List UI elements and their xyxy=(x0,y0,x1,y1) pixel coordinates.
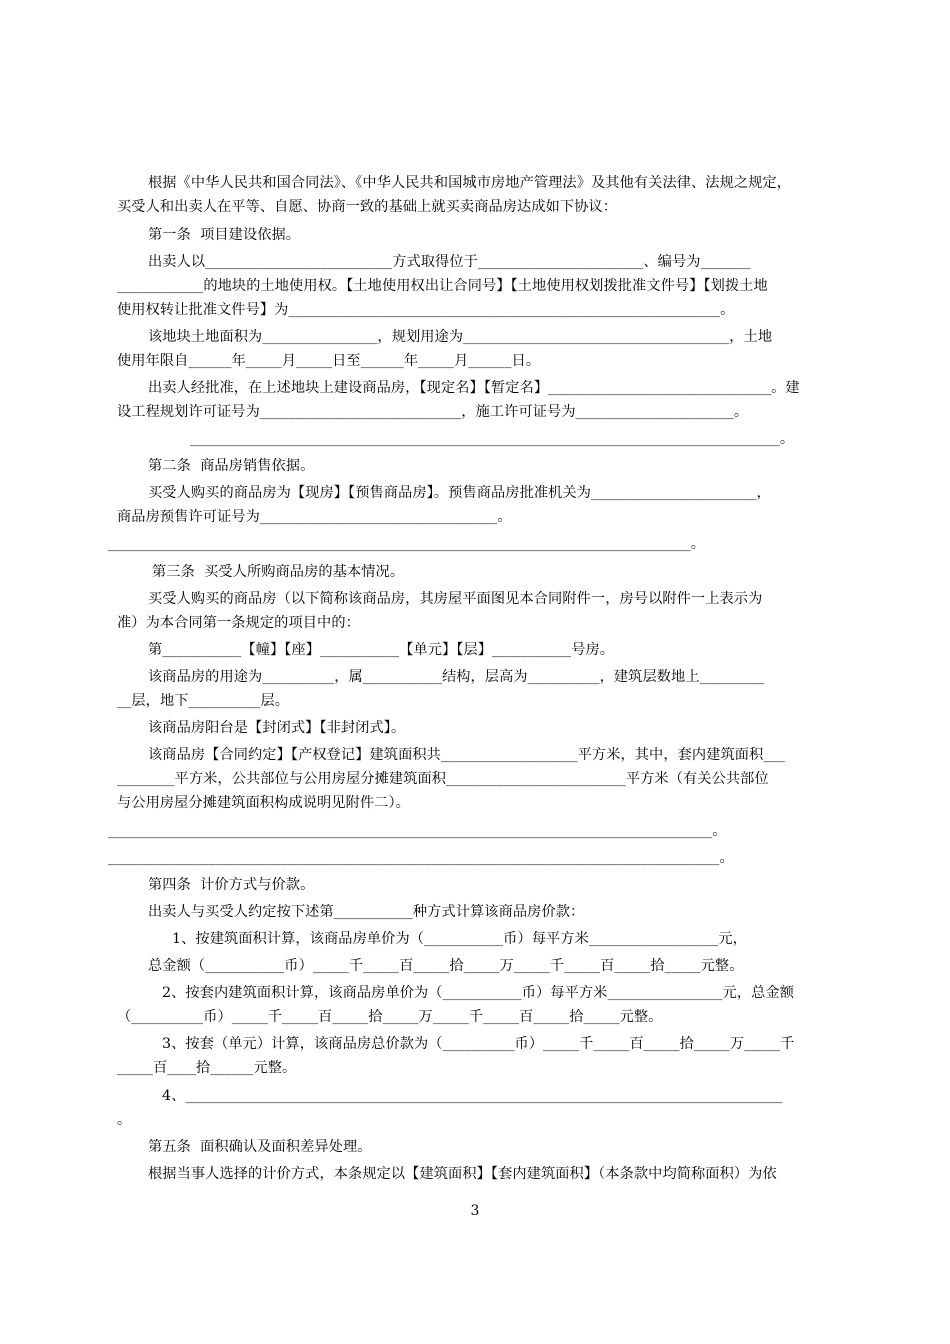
text-line: 3、按套（单元）计算，该商品房总价款为（__________币）_____千_____百_____拾_____万_____千 xyxy=(162,1036,795,1052)
text-line: （__________币）_____千_____百_____拾_____万_____千_____百_____拾_____元整。 xyxy=(117,1009,663,1025)
text-line: 2、按套内建筑面积计算，该商品房单价为（___________币）每平方米________________元，总金额 xyxy=(162,985,794,1001)
blank-line: __________________________________________________________________________________。 xyxy=(190,431,795,447)
text-line: ____________的地块的土地使用权。【土地使用权出让合同号】【土地使用权划拨批准文件号】【划拨土地 xyxy=(117,278,768,294)
article-4-heading: 第四条 计价方式与价款。 xyxy=(148,877,315,893)
text-line: 买受人和出卖人在平等、自愿、协商一致的基础上就买卖商品房达成如下协议： xyxy=(117,199,618,215)
text-line: 第___________【幢】【座】___________【单元】【层】___________号房。 xyxy=(148,642,615,658)
article-5-heading: 第五条 面积确认及面积差异处理。 xyxy=(148,1139,372,1155)
blank-line: _________________________________________________________________________________。 xyxy=(108,536,705,552)
text-line: 准）为本合同第一条规定的项目中的： xyxy=(117,615,360,631)
text-line: 出卖人与买受人约定按下述第___________种方式计算该商品房价款： xyxy=(148,904,585,920)
text-line: 该商品房【合同约定】【产权登记】建筑面积共___________________平方米，其中，套内建筑面积___ xyxy=(148,747,785,763)
text-line: 与公用房屋分摊建筑面积构成说明见附件二）。 xyxy=(117,795,410,811)
text-line: __层，地下__________层。 xyxy=(117,693,290,709)
text-line: 根据《中华人民共和国合同法》、《中华人民共和国城市房地产管理法》及其他有关法律、法规之规定， xyxy=(148,175,792,191)
article-1-heading: 第一条 项目建设依据。 xyxy=(148,227,301,243)
text-line: _____百____拾______元整。 xyxy=(117,1060,297,1076)
text-line: 出卖人以__________________________方式取得位于_______________________、编号为_______ xyxy=(148,254,751,270)
text-line: 使用权转让批准文件号】为____________________________________________________________。 xyxy=(117,302,735,318)
text-line: 。 xyxy=(117,1112,132,1128)
text-line: 出卖人经批准，在上述地块上建设商品房，【现定名】【暂定名】_______________________________。建 xyxy=(148,380,800,396)
page-number: 3 xyxy=(470,1203,480,1219)
text-line: 该商品房阳台是【封闭式】【非封闭式】。 xyxy=(148,720,406,736)
text-line: 总金额（___________币）_____千_____百_____拾_____万_____千_____百_____拾_____元整。 xyxy=(148,958,744,974)
text-line: 根据当事人选择的计价方式，本条规定以【建筑面积】【套内建筑面积】（本条款中均简称面积）为依 xyxy=(148,1166,777,1182)
text-line: ________平方米，公共部位与公用房屋分摊建筑面积_________________________平方米（有关公共部位 xyxy=(117,771,769,787)
text-line: 4、___________________________________________________________________________________ xyxy=(162,1088,783,1104)
blank-line: _____________________________________________________________________________________。 xyxy=(108,850,734,866)
text-line: 买受人购买的商品房（以下简称该商品房，其房屋平面图见本合同附件一，房号以附件一上表示为 xyxy=(148,591,763,607)
text-line: 商品房预售许可证号为_________________________________。 xyxy=(117,509,512,525)
article-3-heading: 第三条 买受人所购商品房的基本情况。 xyxy=(152,564,405,580)
text-line: 买受人购买的商品房为【现房】【预售商品房】。预售商品房批准机关为_______________________， xyxy=(148,485,771,501)
text-line: 设工程规划许可证号为____________________________，施工许可证号为______________________。 xyxy=(117,404,749,420)
blank-line: ____________________________________________________________________________________。 xyxy=(108,823,727,839)
text-line: 1、按建筑面积计算，该商品房单价为（___________币）每平方米__________________元， xyxy=(172,931,747,947)
article-2-heading: 第二条 商品房销售依据。 xyxy=(148,458,315,474)
text-line: 使用年限自______年_____月_____日至______年_____月______日。 xyxy=(117,353,541,369)
text-line: 该商品房的用途为__________，属___________结构，层高为__________，建筑层数地上_________ xyxy=(148,669,765,685)
text-line: 该地块土地面积为________________，规划用途为_____________________________________，土地 xyxy=(148,329,773,345)
